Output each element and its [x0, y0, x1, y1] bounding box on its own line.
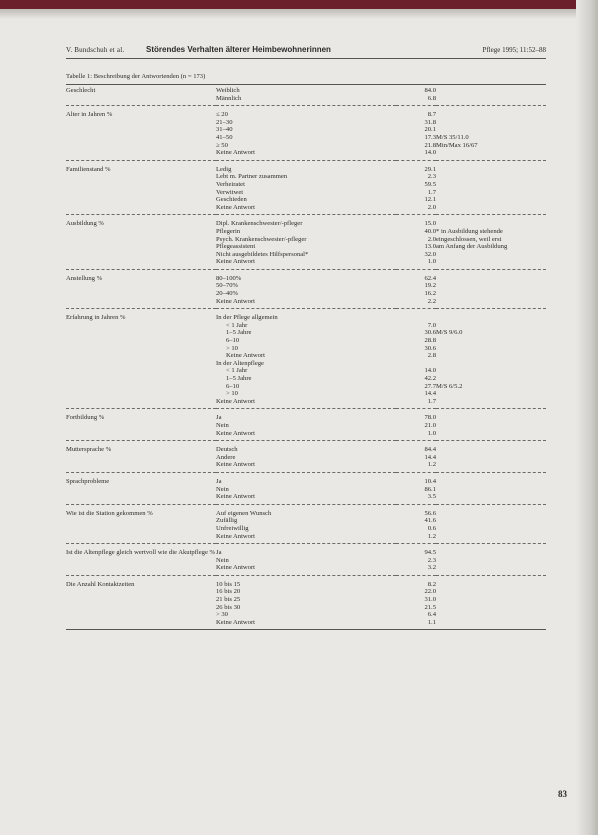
category-text: Männlich	[216, 94, 242, 102]
note-text	[436, 454, 546, 462]
value-text	[396, 314, 436, 322]
category-text: 50–70%	[216, 282, 238, 290]
category-text: < 1 Jahr	[226, 321, 248, 329]
note-text	[436, 517, 546, 525]
value-text: 1.2	[427, 461, 436, 469]
category-text: > 10	[226, 390, 238, 398]
group-label: Die Anzahl Kontaktzeiten	[66, 575, 216, 630]
note-cell	[436, 544, 546, 576]
category-text: Auf eigenen Wunsch	[216, 509, 272, 517]
category-text: 10 bis 15	[216, 580, 241, 588]
group-label: Anstellung %	[66, 269, 216, 308]
category-text: 80–100%	[216, 274, 242, 282]
category-text: Geschieden	[216, 196, 247, 204]
category-text: Unfreiwillig	[216, 524, 249, 532]
category-text: Dipl. Krankenschwester/-pfleger	[216, 220, 303, 228]
caption-rule	[66, 84, 546, 85]
note-text	[436, 282, 546, 290]
value-text: 16.2	[424, 290, 436, 298]
table-row	[66, 544, 546, 576]
note-text	[436, 290, 546, 298]
value-text: 62.4	[424, 274, 436, 282]
table-row	[66, 87, 546, 106]
note-text: am Anfang der Ausbildung	[436, 243, 508, 251]
category-text: 1–5 Jahre	[226, 329, 252, 337]
value-cell	[396, 575, 436, 630]
category-text: 21–30	[216, 118, 233, 126]
note-text: Min/Max 16/67	[436, 141, 478, 149]
table-row	[66, 472, 546, 504]
note-cell	[436, 441, 546, 473]
value-text: 1.2	[427, 532, 436, 540]
category-text: 21 bis 25	[216, 596, 241, 604]
note-text	[436, 258, 546, 266]
note-text	[436, 352, 546, 360]
group-label: Wie ist die Station gekommen %	[66, 504, 216, 543]
value-text: 12.1	[424, 196, 436, 204]
value-text: 1.0	[427, 429, 436, 437]
category-text: Lebt m. Partner zusammen	[216, 173, 288, 181]
group-label: Ausbildung %	[66, 215, 216, 270]
category-text: 26 bis 30	[216, 603, 241, 611]
note-text	[436, 360, 546, 368]
category-text: Ja	[216, 477, 222, 485]
value-cell	[396, 215, 436, 270]
scan-shadow	[0, 9, 598, 19]
note-text	[436, 314, 546, 322]
value-text: 56.6	[424, 509, 436, 517]
table-row	[66, 106, 546, 161]
note-text	[436, 149, 546, 157]
value-text: 8.7	[427, 111, 436, 119]
category-cell	[216, 309, 396, 409]
value-text: 30.6	[424, 344, 436, 352]
note-cell	[436, 472, 546, 504]
note-text	[436, 220, 546, 228]
category-cell	[216, 472, 396, 504]
category-text: 31–40	[216, 126, 233, 134]
category-text: 20–40%	[216, 290, 238, 298]
value-text: 3.2	[427, 564, 436, 572]
value-text: 84.0	[424, 87, 436, 94]
value-text: 42.2	[424, 375, 436, 382]
value-text: 1.7	[427, 397, 436, 405]
value-cell	[396, 269, 436, 308]
category-text: Keine Antwort	[216, 564, 256, 572]
category-cell	[216, 409, 396, 441]
category-text: Nicht ausgebildetes Hilfspersonal*	[216, 250, 309, 258]
category-text: > 30	[216, 611, 228, 619]
note-text	[436, 549, 546, 557]
category-text: Andere	[216, 453, 236, 461]
category-text: Nein	[216, 485, 229, 493]
respondents-table	[66, 87, 546, 630]
category-text: Nein	[216, 556, 229, 564]
top-color-band	[0, 0, 598, 9]
note-cell	[436, 87, 546, 106]
note-text: eingeschlossen, weil erst	[436, 235, 502, 243]
category-text: Keine Antwort	[216, 429, 256, 437]
group-label: Sprachprobleme	[66, 472, 216, 504]
category-text: In der Altenpflege	[216, 359, 264, 367]
value-text: 14.0	[424, 367, 436, 375]
value-cell	[396, 472, 436, 504]
note-text	[436, 414, 546, 422]
category-cell	[216, 215, 396, 270]
value-text: 2.3	[427, 173, 436, 181]
note-text	[436, 181, 546, 189]
value-text: 1.7	[427, 188, 436, 196]
table-group	[66, 309, 546, 409]
value-text: 31.8	[424, 118, 436, 126]
note-text	[436, 604, 546, 612]
category-text: 1–5 Jahre	[226, 375, 252, 382]
note-cell	[436, 215, 546, 270]
group-label: Muttersprache %	[66, 441, 216, 473]
group-label: Fortbildung %	[66, 409, 216, 441]
group-label: Alter in Jahren %	[66, 106, 216, 161]
note-cell	[436, 504, 546, 543]
value-text: 3.5	[427, 493, 436, 501]
value-text: 20.1	[424, 126, 436, 134]
note-text	[436, 493, 546, 501]
note-text	[436, 478, 546, 486]
note-text	[436, 251, 546, 259]
value-text: 1.0	[427, 258, 436, 266]
category-text: Ledig	[216, 165, 232, 173]
category-text: ≤ 20	[216, 111, 228, 119]
value-text: 21.0	[424, 421, 436, 429]
header-journal: Pflege 1995; 11:52–88	[482, 46, 546, 54]
category-text: Weiblich	[216, 87, 240, 94]
note-text: * in Ausbildung stehende	[436, 227, 503, 235]
category-text: Deutsch	[216, 446, 238, 454]
category-text: Keine Antwort	[216, 203, 256, 211]
category-text: Ja	[216, 414, 222, 422]
category-cell	[216, 575, 396, 630]
note-text	[436, 430, 546, 438]
category-text: < 1 Jahr	[226, 367, 248, 375]
value-text: 21.5	[424, 603, 436, 611]
table-group	[66, 504, 546, 543]
table-row	[66, 215, 546, 270]
note-text	[436, 486, 546, 494]
note-text	[436, 446, 546, 454]
note-cell	[436, 409, 546, 441]
category-text: Verwitwet	[216, 188, 244, 196]
note-text	[436, 422, 546, 430]
value-text: 21.8	[424, 141, 436, 149]
value-text: 7.0	[427, 321, 436, 329]
category-cell	[216, 504, 396, 543]
value-text: 14.4	[424, 453, 436, 461]
note-text	[436, 581, 546, 589]
value-cell	[396, 409, 436, 441]
note-cell	[436, 160, 546, 215]
value-text: 6.8	[427, 94, 436, 102]
note-cell	[436, 575, 546, 630]
category-text: 6–10	[226, 337, 240, 345]
value-text: 78.0	[424, 414, 436, 422]
category-text: Pflegeassistent	[216, 243, 256, 251]
value-text: 27.7	[424, 382, 436, 390]
table-caption: Tabelle 1: Beschreibung der Antwortenden (n = 173)	[66, 73, 206, 80]
table-row	[66, 160, 546, 215]
note-text	[436, 173, 546, 181]
table-group	[66, 409, 546, 441]
note-text: M/S 6/5.2	[436, 382, 463, 390]
note-text	[436, 166, 546, 174]
category-cell	[216, 441, 396, 473]
table-group	[66, 269, 546, 308]
value-text: 28.8	[424, 337, 436, 345]
value-text: 84.4	[424, 446, 436, 454]
note-text	[436, 337, 546, 345]
note-text	[436, 367, 546, 375]
category-text: Zufällig	[216, 517, 238, 525]
table-row	[66, 309, 546, 409]
note-text	[436, 298, 546, 306]
value-cell	[396, 106, 436, 161]
note-text	[436, 596, 546, 604]
value-cell	[396, 544, 436, 576]
note-text	[436, 564, 546, 572]
value-text: 8.2	[427, 580, 436, 588]
page-edge-shadow	[576, 0, 598, 835]
value-cell	[396, 160, 436, 215]
value-text: 0.6	[427, 524, 436, 532]
value-text: 59.5	[424, 180, 436, 188]
category-cell	[216, 106, 396, 161]
group-label: Geschlecht	[66, 87, 216, 106]
table-row	[66, 269, 546, 308]
note-text	[436, 398, 546, 406]
category-text: Keine Antwort	[216, 461, 256, 469]
category-text: In der Pflege allgemein	[216, 314, 278, 322]
value-text: 94.5	[424, 549, 436, 557]
value-text: 15.0	[424, 220, 436, 228]
value-text: 31.0	[424, 596, 436, 604]
running-header	[66, 45, 546, 57]
note-text	[436, 119, 546, 127]
value-text: 29.1	[424, 165, 436, 173]
category-text: Ja	[216, 549, 222, 557]
note-cell	[436, 309, 546, 409]
note-text	[436, 611, 546, 619]
value-text: 2.0	[427, 235, 436, 243]
category-text: Verheiratet	[216, 180, 245, 188]
value-text: 41.6	[424, 517, 436, 525]
value-text: 22.0	[424, 588, 436, 596]
group-label: Erfahrung in Jahren %	[66, 309, 216, 409]
category-cell	[216, 544, 396, 576]
note-text	[436, 322, 546, 330]
value-text: 2.3	[427, 556, 436, 564]
value-text: 14.0	[424, 149, 436, 157]
value-text: 2.8	[427, 352, 436, 360]
value-text: 13.0	[424, 243, 436, 251]
category-text: Nein	[216, 421, 229, 429]
value-cell	[396, 504, 436, 543]
note-text	[436, 87, 546, 95]
value-text: 40.0	[424, 227, 436, 235]
table-row	[66, 575, 546, 630]
note-text	[436, 375, 546, 383]
value-text: 10.4	[424, 477, 436, 485]
table-group	[66, 87, 546, 106]
note-text: M/S 9/6.0	[436, 329, 463, 337]
category-text: 6–10	[226, 382, 240, 390]
note-text	[436, 510, 546, 518]
note-cell	[436, 106, 546, 161]
category-cell	[216, 160, 396, 215]
group-label: Familienstand %	[66, 160, 216, 215]
category-text: Keine Antwort	[216, 532, 256, 540]
header-author: V. Bundschuh et al.	[66, 46, 125, 54]
header-title: Störendes Verhalten älterer Heimbewohnerinnen	[146, 45, 331, 54]
note-text	[436, 461, 546, 469]
category-text: Keine Antwort	[216, 149, 256, 157]
table-group	[66, 544, 546, 576]
group-label: Ist die Altenpflege gleich wertvoll wie die Akutpflege %	[66, 544, 216, 576]
table-group	[66, 575, 546, 630]
note-text	[436, 275, 546, 283]
value-text: 30.6	[424, 329, 436, 337]
header-rule	[66, 58, 546, 59]
category-text: Keine Antwort	[226, 352, 266, 360]
value-text: 17.3	[424, 133, 436, 141]
category-text: 41–50	[216, 133, 233, 141]
note-text	[436, 533, 546, 541]
value-text: 2.2	[427, 297, 436, 305]
note-text	[436, 345, 546, 353]
note-cell	[436, 269, 546, 308]
table-group	[66, 441, 546, 473]
note-text: M/S 35/11.0	[436, 133, 469, 141]
note-text	[436, 588, 546, 596]
note-text	[436, 111, 546, 119]
category-text: Keine Antwort	[216, 258, 256, 266]
value-cell	[396, 441, 436, 473]
table-row	[66, 504, 546, 543]
note-text	[436, 126, 546, 134]
page-number: 83	[558, 789, 567, 799]
value-text: 14.4	[424, 390, 436, 398]
table-row	[66, 409, 546, 441]
note-text	[436, 196, 546, 204]
table-group	[66, 160, 546, 215]
value-text: 32.0	[424, 250, 436, 258]
category-text: Pflegerin	[216, 227, 241, 235]
value-text: 6.4	[427, 611, 436, 619]
table-group	[66, 106, 546, 161]
value-text	[396, 360, 436, 368]
table-group	[66, 472, 546, 504]
category-text: Keine Antwort	[216, 618, 256, 626]
category-text: Keine Antwort	[216, 297, 256, 305]
value-cell	[396, 87, 436, 106]
note-text	[436, 525, 546, 533]
value-text: 86.1	[424, 485, 436, 493]
category-text: > 10	[226, 344, 238, 352]
note-text	[436, 204, 546, 212]
category-text: Keine Antwort	[216, 493, 256, 501]
category-text: Keine Antwort	[216, 397, 256, 405]
note-text	[436, 619, 546, 627]
note-text	[436, 95, 546, 103]
category-cell	[216, 87, 396, 106]
category-text: Psych. Krankenschwester/-pfleger	[216, 235, 307, 243]
note-text	[436, 189, 546, 197]
table-group	[66, 215, 546, 270]
note-text	[436, 390, 546, 398]
category-cell	[216, 269, 396, 308]
category-text: 16 bis 20	[216, 588, 241, 596]
value-text: 19.2	[424, 282, 436, 290]
value-text: 2.0	[427, 203, 436, 211]
value-cell	[396, 309, 436, 409]
category-text: ≥ 50	[216, 141, 228, 149]
table-row	[66, 441, 546, 473]
value-text: 1.1	[427, 618, 436, 626]
note-text	[436, 557, 546, 565]
